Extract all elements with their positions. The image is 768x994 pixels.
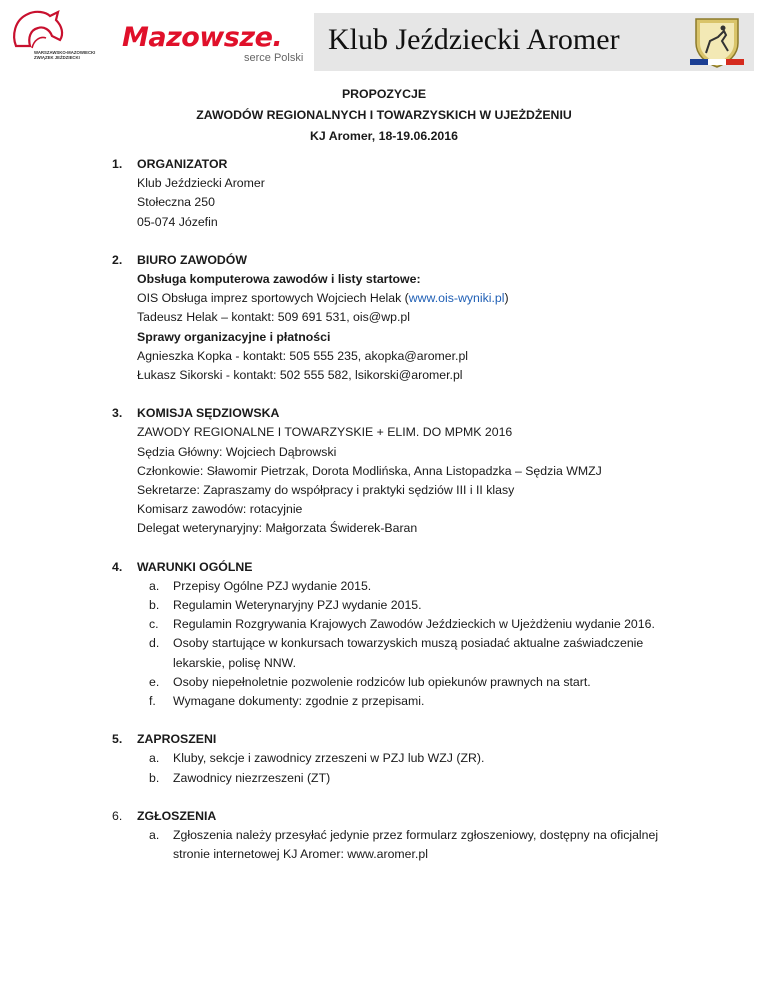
organizer-name: Klub Jeździecki Aromer	[137, 176, 265, 191]
section-general-conditions	[112, 558, 672, 712]
list-item: e. Osoby niepełnoletnie pozwolenie rodziców lub opiekunów prawnych na start.	[149, 674, 591, 689]
club-crest-icon	[688, 13, 746, 71]
section-number: 5.	[112, 732, 123, 747]
mazowsze-tagline: serce Polski	[244, 52, 304, 64]
contact-sikorski: Łukasz Sikorski - kontakt: 502 555 582, lsikorski@aromer.pl	[137, 368, 463, 383]
entries-list	[112, 826, 672, 864]
list-item: b. Regulamin Weterynaryjny PZJ wydanie 2015.	[149, 598, 422, 613]
wmzj-logo-text: WARSZAWSKO-MAZOWIECKI ZWIĄZEK JEŹDZIECKI	[34, 50, 96, 60]
wmzj-logo	[6, 6, 116, 64]
section-title: BIURO ZAWODÓW	[137, 252, 247, 267]
conditions-list	[112, 577, 672, 711]
contact-helak: Tadeusz Helak – kontakt: 509 691 531, ois@wp.pl	[137, 310, 410, 325]
section-number: 1.	[112, 157, 123, 171]
section-entries	[112, 807, 672, 865]
organizer-street: Stołeczna 250	[137, 195, 215, 210]
list-item: a. Kluby, sekcje i zawodnicy zrzeszeni w PZJ lub WZJ (ZR).	[149, 751, 485, 766]
section-number: 6.	[112, 808, 123, 823]
title-line-3: KJ Aromer, 18-19.06.2016	[310, 129, 458, 143]
subheading-computer-service: Obsługa komputerowa zawodów i listy startowe:	[137, 272, 421, 287]
ois-line: OIS Obsługa imprez sportowych Wojciech Helak (www.ois-wyniki.pl)	[137, 291, 509, 306]
list-item: c. Regulamin Rozgrywania Krajowych Zawodów Jeździeckich w Ujeżdżeniu wydanie 2016.	[149, 617, 655, 632]
section-jury	[112, 404, 672, 538]
jury-line-5: Komisarz zawodów: rotacyjnie	[137, 502, 303, 517]
list-item: a. Zgłoszenia należy przesyłać jedynie przez formularz zgłoszeniowy, dostępny na oficjalnej stronie internetowej KJ Aromer: www.aromer.pl	[149, 828, 659, 862]
document-title-block	[0, 84, 768, 147]
subheading-organization: Sprawy organizacyjne i płatności	[137, 329, 331, 344]
list-item: b. Zawodnicy niezrzeszeni (ZT)	[149, 770, 331, 785]
section-title: ZAPROSZENI	[137, 732, 217, 747]
jury-line-2: Sędzia Główny: Wojciech Dąbrowski	[137, 444, 337, 459]
club-banner-title: Klub Jeździecki Aromer	[328, 23, 620, 56]
section-organizer	[112, 155, 672, 232]
jury-line-6: Delegat weterynaryjny: Małgorzata Świderek-Baran	[137, 521, 418, 536]
mazowsze-logo	[122, 22, 312, 72]
section-number: 4.	[112, 559, 123, 574]
document-header	[0, 0, 768, 76]
section-invited	[112, 730, 672, 788]
contact-kopka: Agnieszka Kopka - kontakt: 505 555 235, akopka@aromer.pl	[137, 348, 469, 363]
title-line-1: PROPOZYCJE	[341, 87, 427, 101]
section-title: ZGŁOSZENIA	[137, 808, 217, 823]
list-item: a. Przepisy Ogólne PZJ wydanie 2015.	[149, 578, 372, 593]
jury-line-4: Sekretarze: Zapraszamy do współpracy i praktyki sędziów III i II klasy	[137, 483, 515, 498]
jury-line-3: Członkowie: Sławomir Pietrzak, Dorota Modlińska, Anna Listopadzka – Sędzia WMZJ	[137, 463, 602, 478]
invited-list	[112, 749, 672, 787]
jury-line-1: ZAWODY REGIONALNE I TOWARZYSKIE + ELIM. DO MPMK 2016	[137, 425, 513, 440]
section-number: 2.	[112, 252, 123, 267]
list-item: f. Wymagane dokumenty: zgodnie z przepisami.	[149, 694, 425, 709]
organizer-postal: 05-074 Józefin	[137, 214, 218, 229]
section-office	[112, 251, 672, 385]
section-title: KOMISJA SĘDZIOWSKA	[137, 406, 280, 421]
document-body	[112, 155, 672, 884]
section-number: 3.	[112, 406, 123, 421]
title-line-2: ZAWODÓW REGIONALNYCH I TOWARZYSKICH W UJEŻDŻENIU	[196, 108, 572, 122]
mazowsze-wordmark: Mazowsze.	[122, 22, 283, 53]
section-title: WARUNKI OGÓLNE	[137, 559, 253, 574]
section-title: ORGANIZATOR	[137, 157, 228, 171]
club-banner	[314, 13, 754, 71]
list-item: d. Osoby startujące w konkursach towarzyskich muszą posiadać aktualne zaświadczenie lekarskie, polisę NNW.	[149, 636, 644, 670]
ois-website-link[interactable]: www.ois-wyniki.pl	[408, 291, 505, 306]
